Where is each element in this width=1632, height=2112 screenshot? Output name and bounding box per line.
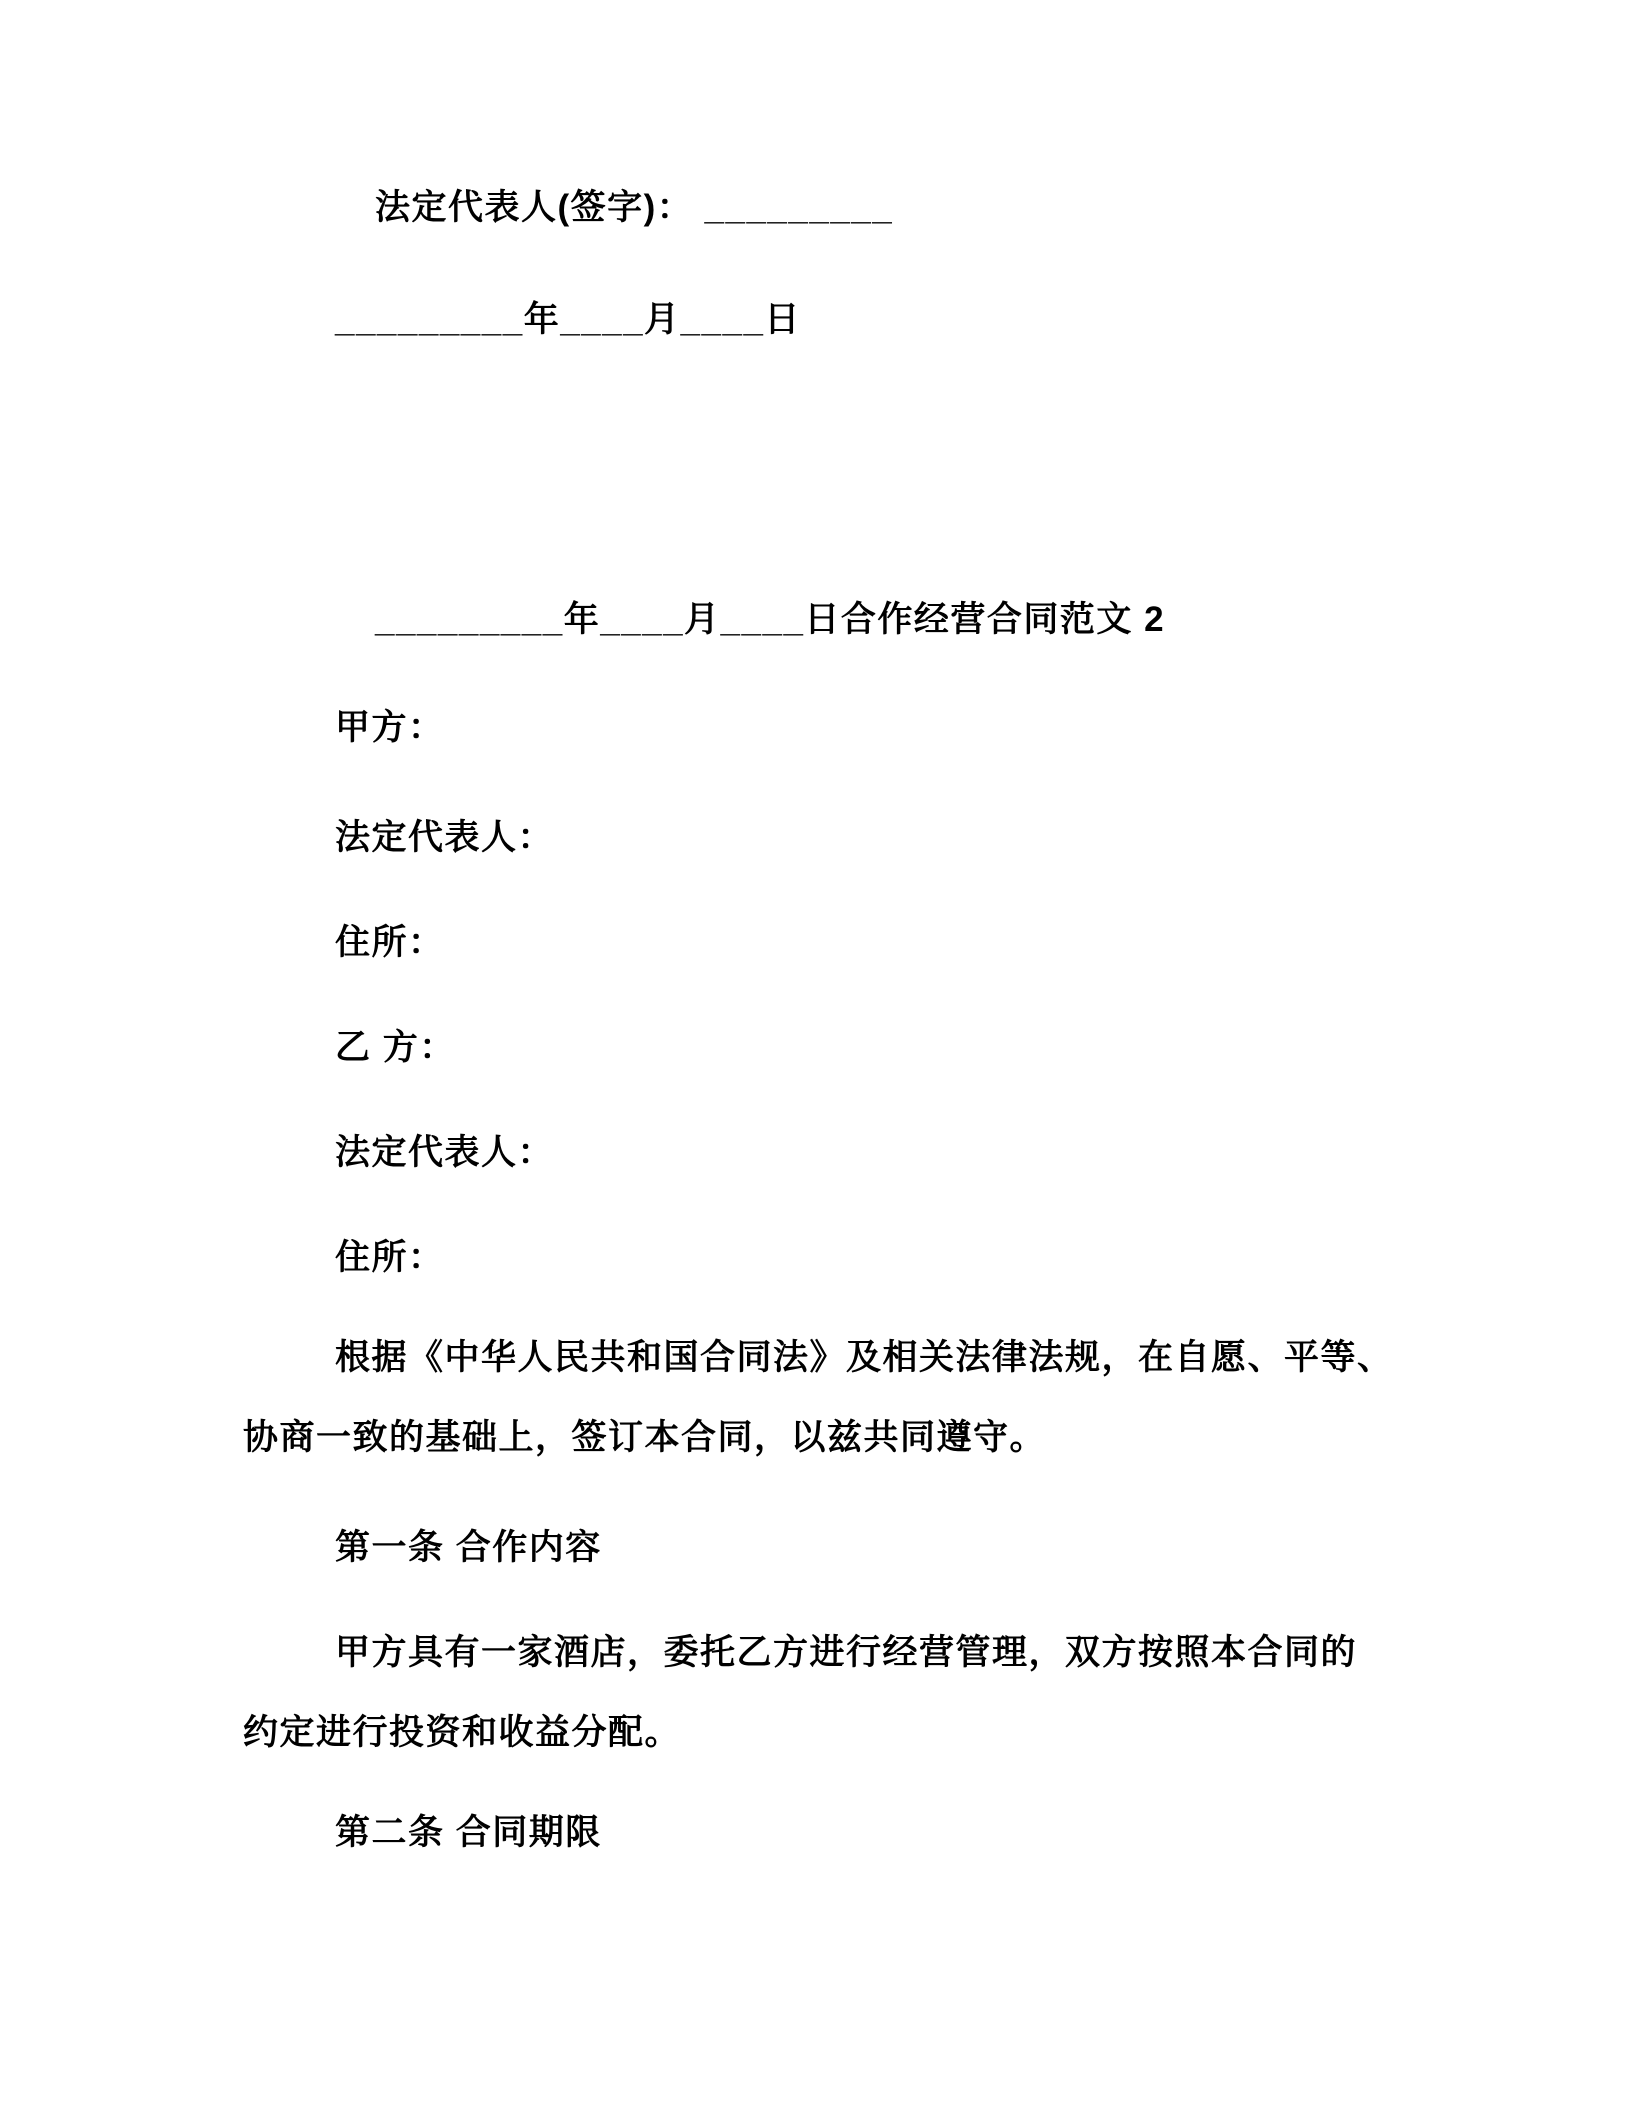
clause-1-body-line-2: 约定进行投资和收益分配。	[243, 1713, 682, 1752]
party-b-legal-rep-label: 法定代表人：	[335, 1133, 555, 1172]
party-a-address-label: 住所：	[335, 923, 445, 962]
party-a-legal-rep-label: 法定代表人：	[335, 818, 555, 857]
preamble-line-2: 协商一致的基础上，签订本合同，以兹共同遵守。	[243, 1418, 1047, 1457]
contract-title-line: _________年____月____日合作经营合同范文 2	[375, 600, 1166, 639]
party-b-label: 乙 方：	[335, 1028, 456, 1067]
party-b-address-label: 住所：	[335, 1238, 445, 1277]
party-a-label: 甲方：	[335, 708, 445, 747]
legal-rep-signature-line: 法定代表人(签字)： _________	[375, 188, 894, 227]
clause-2-heading: 第二条 合同期限	[335, 1813, 602, 1852]
signature-date-line: _________年____月____日	[335, 300, 801, 339]
clause-1-heading: 第一条 合作内容	[335, 1528, 602, 1567]
clause-1-body-line-1: 甲方具有一家酒店，委托乙方进行经营管理，双方按照本合同的	[335, 1633, 1358, 1672]
preamble-line-1: 根据《中华人民共和国合同法》及相关法律法规，在自愿、平等、	[335, 1338, 1394, 1377]
